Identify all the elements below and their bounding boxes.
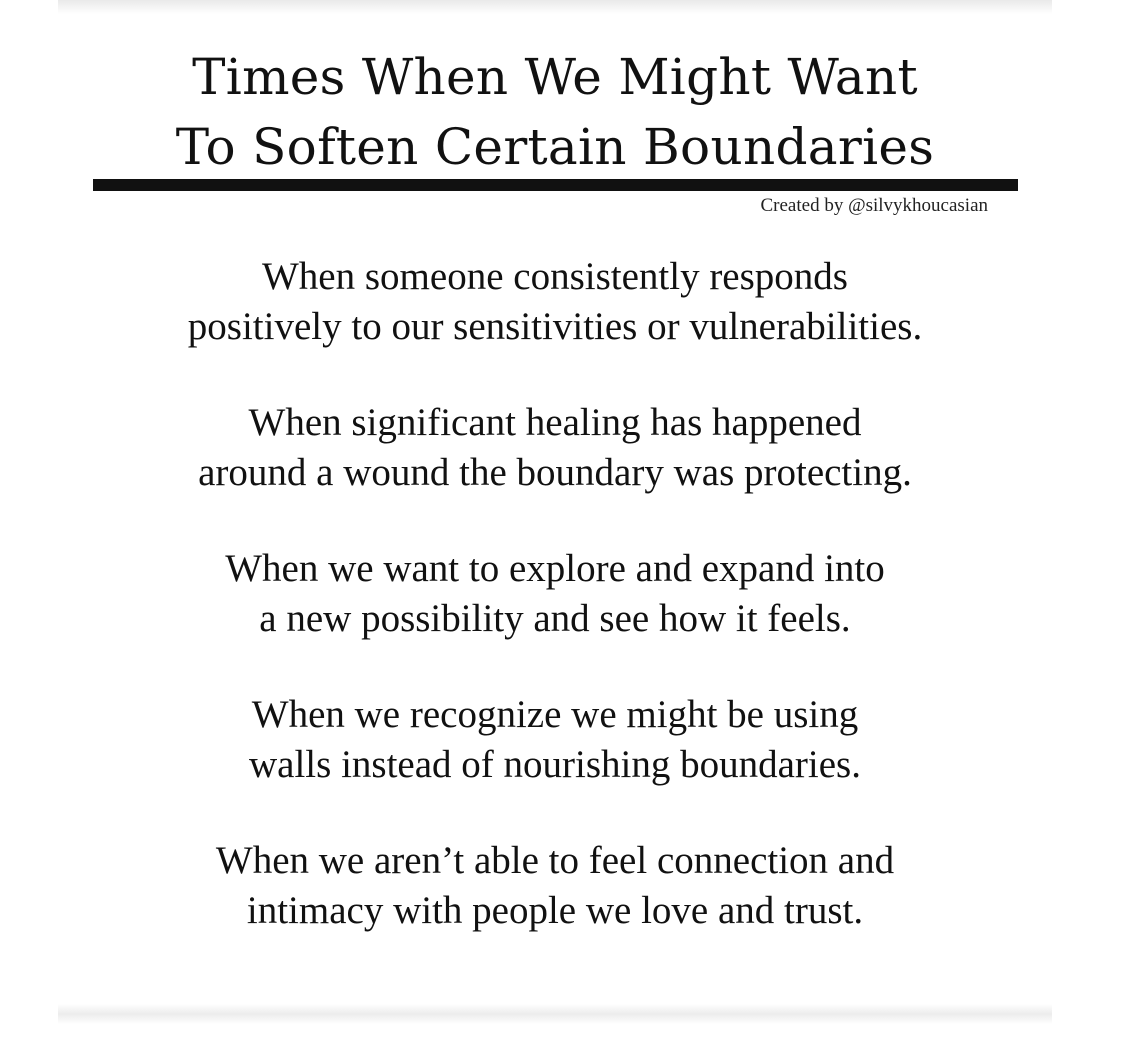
list-item-line-2: around a wound the boundary was protecting.: [198, 451, 912, 494]
list-item: [58, 252, 1052, 352]
list-item: [58, 836, 1052, 936]
list-item-line-2: positively to our sensitivities or vulnerabilities.: [187, 305, 923, 348]
title-line-2: To Soften Certain Boundaries: [175, 118, 935, 176]
creator-credit: Created by @silvykhoucasian: [760, 195, 988, 216]
list-item-line-1: When significant healing has happened: [248, 401, 862, 444]
list-item-line-2: walls instead of nourishing boundaries.: [249, 743, 861, 786]
list-item-line-1: When someone consistently responds: [262, 255, 848, 298]
post-card: [58, 14, 1052, 1004]
top-shadow: [58, 0, 1052, 14]
title-line-1: Times When We Might Want: [192, 48, 918, 106]
list-item-line-2: intimacy with people we love and trust.: [246, 889, 864, 932]
list-item-line-1: When we recognize we might be using: [251, 693, 859, 736]
list-item-line-2: a new possibility and see how it feels.: [259, 597, 851, 640]
boundary-list: [58, 252, 1052, 982]
page-title: [58, 42, 1052, 182]
list-item-line-1: When we aren’t able to feel connection and: [215, 839, 895, 882]
list-item: [58, 398, 1052, 498]
list-item-line-1: When we want to explore and expand into: [225, 547, 885, 590]
title-underline: [93, 179, 1018, 191]
list-item: [58, 544, 1052, 644]
bottom-shadow: [58, 1004, 1052, 1024]
list-item: [58, 690, 1052, 790]
